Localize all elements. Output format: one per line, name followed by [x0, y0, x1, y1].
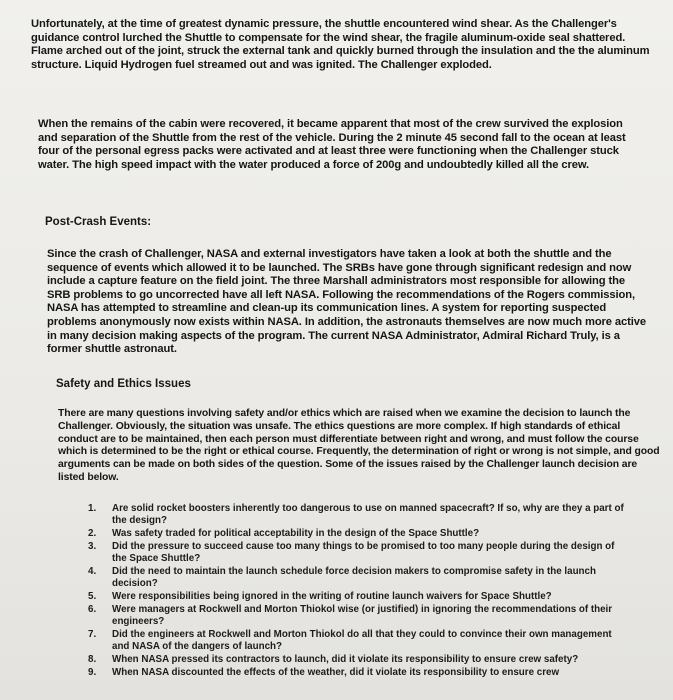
list-item — [84, 541, 624, 565]
list-item — [84, 667, 624, 679]
heading-post-crash: Post-Crash Events: — [45, 216, 152, 228]
list-text: Did the need to maintain the launch schedule force decision makers to compromise safety in the launch decision? — [112, 565, 596, 589]
list-item — [84, 629, 624, 653]
list-text: Are solid rocket boosters inherently too dangerous to use on manned spacecraft? If so, why are they a part of the design? — [112, 503, 624, 526]
questions-list — [84, 503, 624, 680]
list-number: 6. — [88, 603, 97, 615]
list-text: Were responsibilities being ignored in the writing of routine launch waivers for Space Shuttle? — [112, 590, 552, 602]
list-item — [84, 654, 624, 666]
list-number: 2. — [88, 527, 97, 539]
paragraph-wind-shear: Unfortunately, at the time of greatest dynamic pressure, the shuttle encountered wind shear. As the Challenger's guidance control lurched the Shuttle to compensate for the wind shear, the fragile aluminum-oxide seal shattered. Flame arched out of the joint, struck the external tank and quickly burned through the insulation and the the aluminum structure. Liquid Hydrogen fuel streamed out and was ignited. The Challenger exploded. — [31, 18, 650, 71]
list-number: 1. — [88, 503, 97, 514]
list-item — [84, 604, 624, 628]
list-text: When NASA discounted the effects of the weather, did it violate its responsibility to ensure crew — [112, 666, 560, 678]
paragraph-safety-intro: There are many questions involving safety and/or ethics which are raised when we examine the decision to launch the Challenger. Obviously, the situation was unsafe. The ethics questions are more complex. If high standards of ethical conduct are to be maintained, then each person must differentiate between right and wrong, and must follow the course which is determined to be the right or ethical course. Frequently, the determination of right or wrong is not simple, and good arguments can be made on both sides of the question. Some of the issues raised by the Challenger launch decision are listed below. — [58, 408, 660, 483]
paragraph-post-crash: Since the crash of Challenger, NASA and external investigators have taken a look at both the shuttle and the sequence of events which allowed it to be launched. The SRBs have gone through significant redesign and now include a capture feature on the field joint. The three Marshall administrators most responsible for allowing the SRB problems to go uncorrected have all left NASA. Following the recommendations of the Rogers commission, NASA has attempted to streamline and clean-up its communication lines. A system for reporting suspected problems anonymously now exists within NASA. In addition, the astronauts themselves are now much more active in many decision making aspects of the program. The current NASA Administrator, Admiral Richard Truly, is a former shuttle astronaut. — [47, 248, 647, 356]
list-text: Did the engineers at Rockwell and Morton Thiokol do all that they could to convince their own management and NASA of the dangers of launch? — [112, 628, 612, 652]
list-item — [84, 528, 624, 540]
list-number: 9. — [88, 666, 97, 678]
list-item — [84, 566, 624, 590]
list-text: Did the pressure to succeed cause too many things to be promised to too many people during the design of the Space Shuttle? — [112, 540, 615, 564]
list-item — [84, 503, 624, 527]
list-number: 3. — [88, 540, 97, 552]
paragraph-cabin-recovery: When the remains of the cabin were recovered, it became apparent that most of the crew survived the explosion and separation of the Shuttle from the rest of the vehicle. During the 2 minute 45 second fall to the ocean at least four of the personal egress packs were activated and at least three were functioning when the Challenger stuck water. The high speed impact with the water produced a force of 200g and undoubtedly killed all the crew. — [38, 118, 626, 171]
list-number: 8. — [88, 653, 97, 665]
list-number: 7. — [88, 628, 97, 640]
heading-safety-ethics: Safety and Ethics Issues — [56, 378, 191, 390]
list-text: When NASA pressed its contractors to launch, did it violate its responsibility to ensure crew safety? — [112, 653, 579, 665]
list-number: 4. — [88, 565, 97, 577]
list-text: Was safety traded for political acceptability in the design of the Space Shuttle? — [112, 527, 480, 539]
list-number: 5. — [88, 590, 97, 602]
list-text: Were managers at Rockwell and Morton Thiokol wise (or justified) in ignoring the recommendations of their engineers? — [112, 603, 613, 627]
list-item — [84, 591, 624, 603]
